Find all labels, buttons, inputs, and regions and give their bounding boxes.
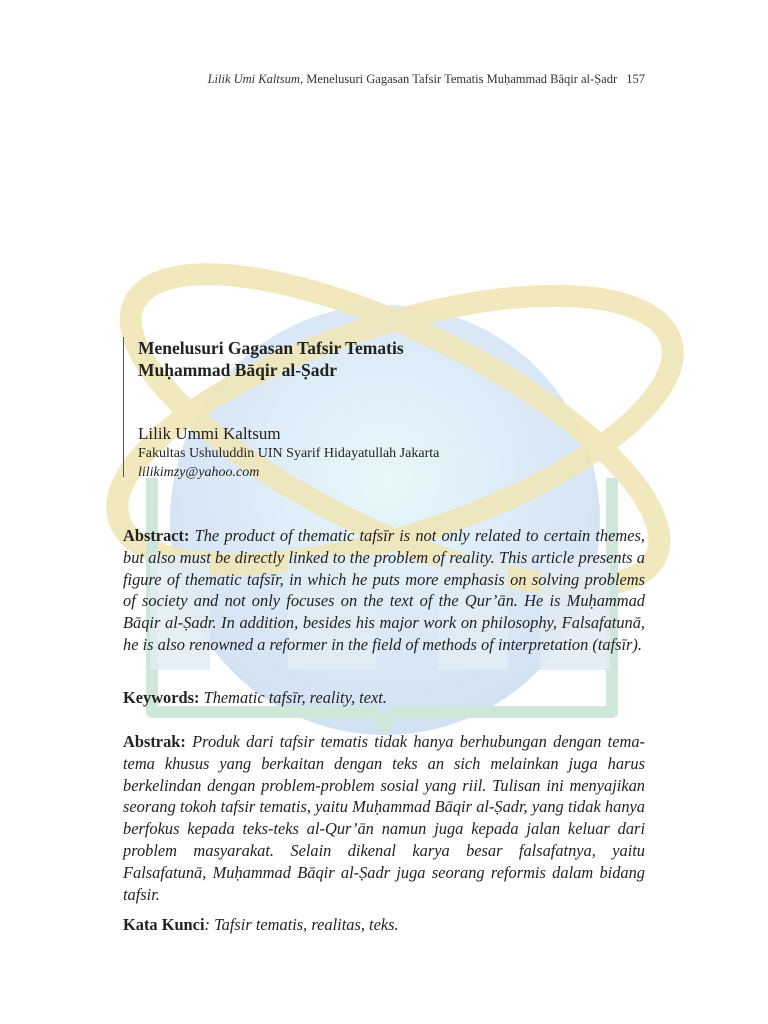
page-number: 157 [626,72,645,86]
abstract-indonesian-label: Abstrak: [123,732,186,751]
keywords-indonesian-label: Kata Kunci [123,915,205,934]
article-title-line-1: Menelusuri Gagasan Tafsir Tematis [138,338,404,358]
header-author: Lilik Umi Kaltsum, [207,72,304,86]
author-email: lilikimzy@yahoo.com [138,465,260,480]
abstract-english-text: The product of thematic tafsīr is not only related to certain themes, but also must be directly linked to the problem of reality. This article presents a figure of thematic tafsīr, in which he puts more emphasis on solving problems of society and not only focuses on the text of the Qur’ān. He is Muḥammad Bāqir al-Ṣadr. In addition, besides his major work on philosophy, Falsafatunā, he is also renowned a reformer in the field of methods of interpretation (tafsīr). [123,526,645,654]
keywords-indonesian-text: : Tafsir tematis, realitas, teks. [204,915,399,934]
abstract-indonesian-text: Produk dari tafsir tematis tidak hanya berhubungan dengan tema-tema khusus yang berkaitan dengan teks an sich melainkan juga harus berkelindan dengan problem-problem sosial yang riil. Tulisan ini menyajikan seorang tokoh tafsir tematis, yaitu Muḥammad Bāqir al-Ṣadr, yang tidak hanya berfokus kepada teks-teks al-Qur’ān namun juga kepada jalan keluar dari problem masyarakat. Selain dikenal karya besar falsafatnya, yaitu Falsafatunā, Muḥammad Bāqir al-Ṣadr juga seorang reformis dalam bidang tafsir. [123,732,645,904]
title-block [123,337,603,480]
author-affiliation: Fakultas Ushuluddin UIN Syarif Hidayatullah Jakarta [138,446,440,461]
abstract-indonesian [123,731,645,905]
keywords-english [123,687,645,709]
header-title: Menelusuri Gagasan Tafsir Tematis Muḥammad Bâqir al-Ṣadr [306,72,618,86]
article-title [138,337,603,381]
article-title-line-2: Muḥammad Bāqir al-Ṣadr [138,360,338,380]
keywords-indonesian [123,914,645,936]
keywords-english-text: Thematic tafsīr, reality, text. [203,688,387,707]
running-header [180,72,645,87]
abstract-english-label: Abstract: [123,526,190,545]
keywords-english-label: Keywords: [123,688,200,707]
author-name: Lilik Ummi Kaltsum [138,424,281,443]
abstract-english [123,525,645,656]
